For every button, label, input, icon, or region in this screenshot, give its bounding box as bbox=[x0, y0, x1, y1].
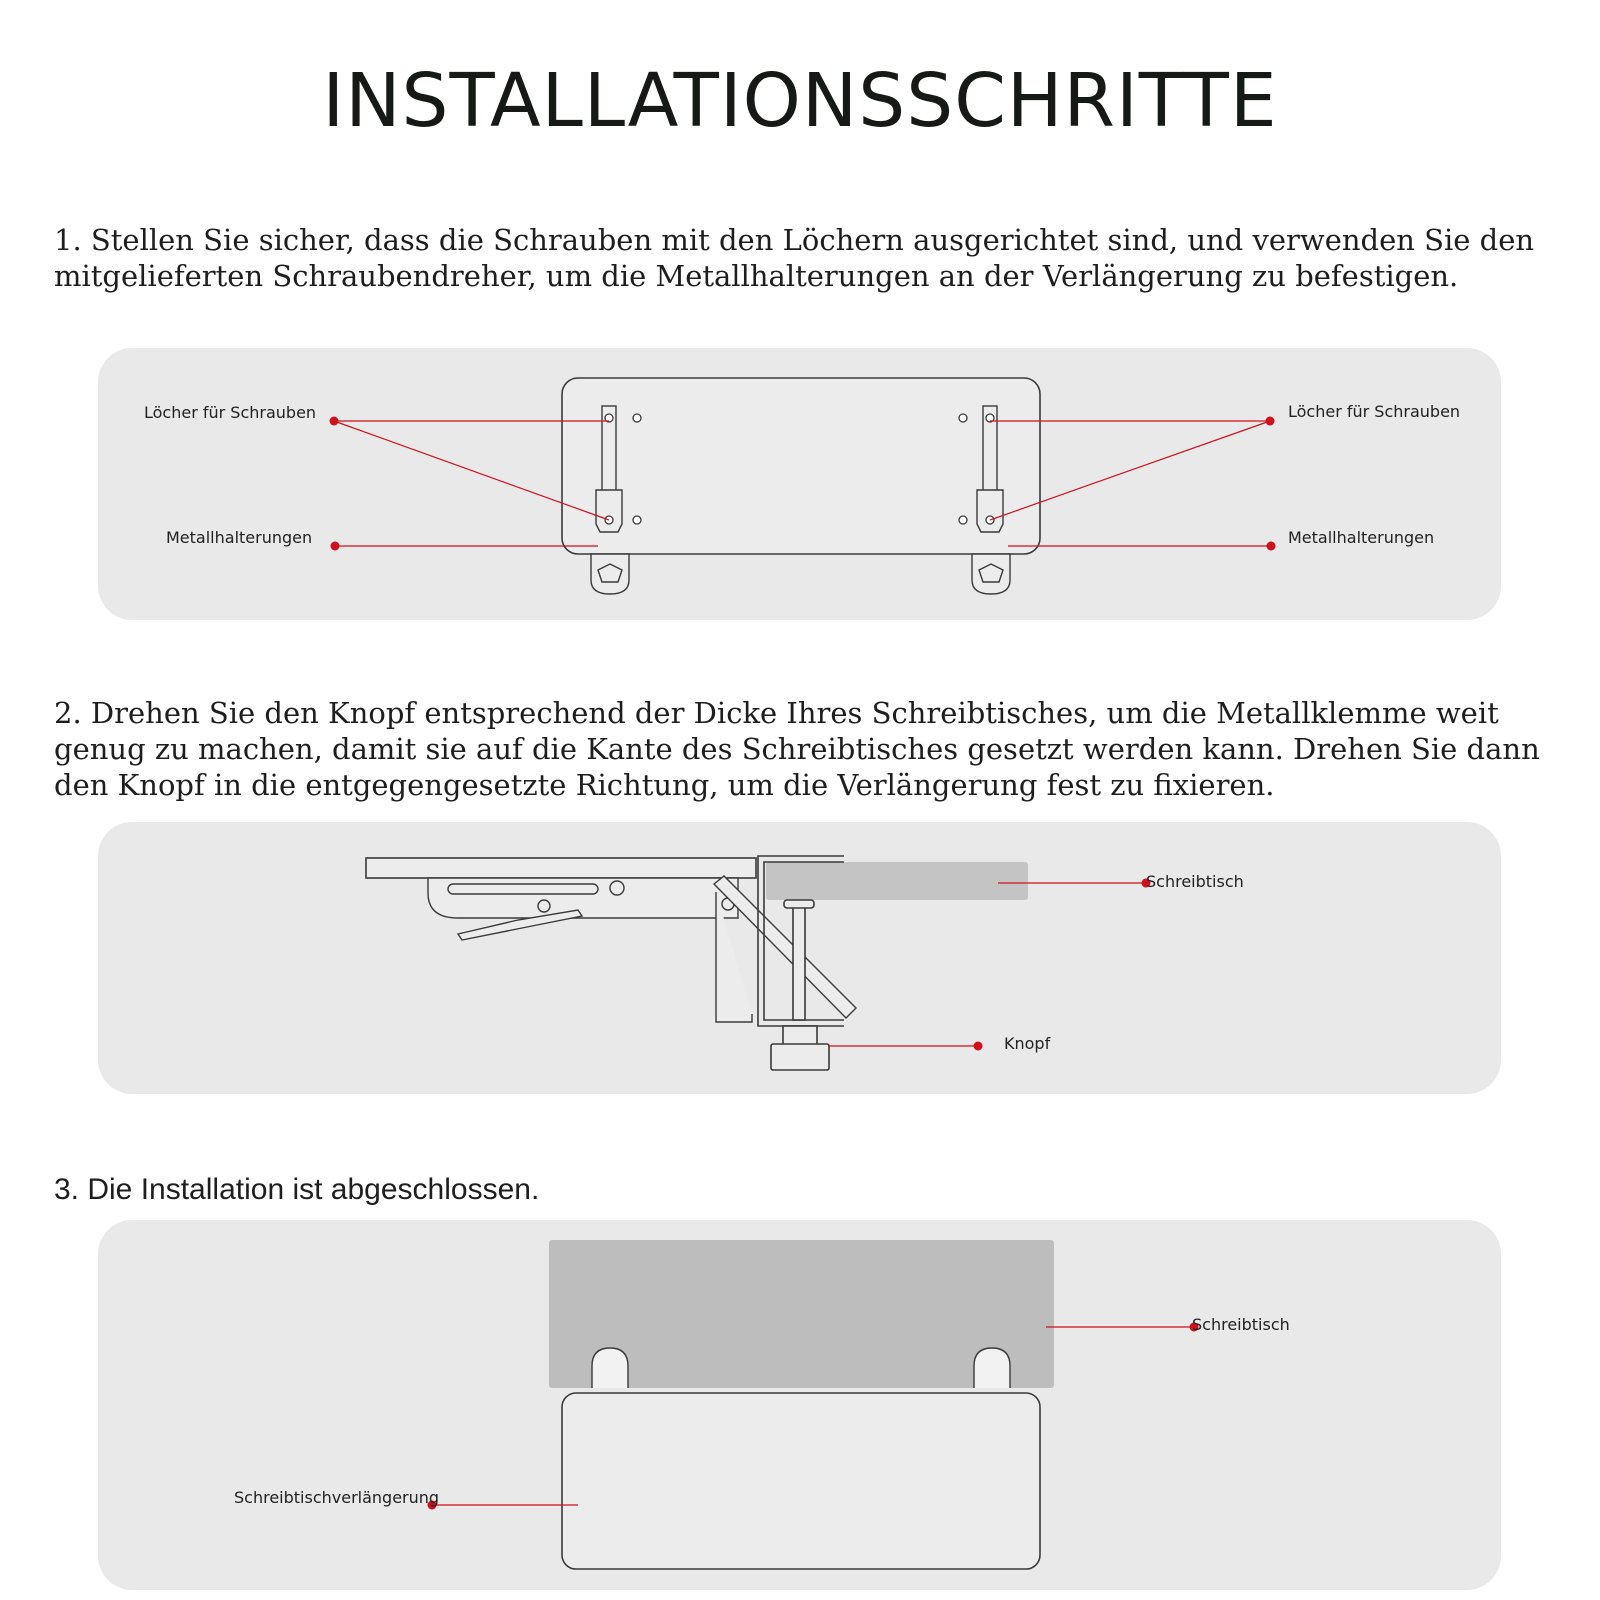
label-knob: Knopf bbox=[1004, 1034, 1051, 1053]
desk-extension-board bbox=[562, 1393, 1040, 1569]
label-desk-extension: Schreibtischverlängerung bbox=[234, 1488, 440, 1507]
page-title: INSTALLATIONSSCHRITTE bbox=[322, 58, 1278, 144]
label-brackets-right: Metallhalterungen bbox=[1288, 528, 1435, 547]
extension-board-side bbox=[366, 858, 756, 878]
step-1-instruction: 1. Stellen Sie sicher, dass die Schrauben mit den Löchern ausgerichtet sind, und verwenden Sie den mitgelieferten Schraubendreher, um die Metallhalterungen an der Verlängerung zu befestigen. bbox=[54, 223, 1535, 293]
step-2-instruction: 2. Drehen Sie den Knopf entsprechend der Dicke Ihres Schreibtisches, um die Metallklemme weit genug zu machen, damit sie auf die Kante des Schreibtisches gesetzt werden kann. Drehen Sie dann den Knopf in die entgegengesetzte Richtung, um die Verlängerung fest zu fixieren. bbox=[54, 696, 1540, 802]
diagram-step-3-drawing bbox=[98, 1220, 1501, 1590]
diagram-step-2 bbox=[98, 822, 1501, 1094]
desk-edge bbox=[766, 862, 1028, 900]
label-desk: Schreibtisch bbox=[1146, 872, 1244, 891]
knob bbox=[771, 1026, 829, 1070]
diagram-step-2-drawing bbox=[98, 822, 1501, 1094]
label-holes-left: Löcher für Schrauben bbox=[144, 403, 317, 422]
label-holes-right: Löcher für Schrauben bbox=[1288, 402, 1461, 421]
diagram-step-3 bbox=[98, 1220, 1501, 1590]
diagram-step-1-drawing bbox=[98, 348, 1501, 620]
label-brackets-left: Metallhalterungen bbox=[166, 528, 313, 547]
diagram-step-1 bbox=[98, 348, 1501, 620]
callout-dots bbox=[974, 879, 1151, 1051]
step-3-instruction: 3. Die Installation ist abgeschlossen. bbox=[54, 1173, 540, 1206]
extension-board bbox=[562, 378, 1040, 554]
callout-lines bbox=[828, 883, 1146, 1046]
label-desk: Schreibtisch bbox=[1192, 1315, 1290, 1334]
